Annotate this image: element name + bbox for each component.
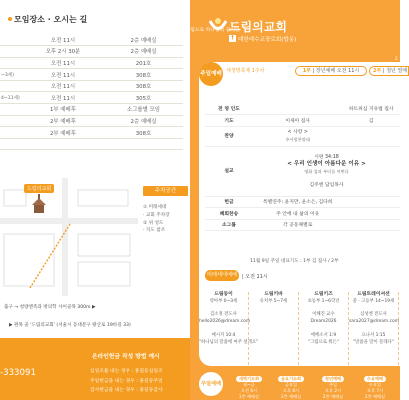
schedule-time: [22, 138, 104, 150]
bottom-schedule-line: 월~금: [243, 382, 255, 387]
schedule-place: 2층 예배실: [104, 46, 183, 58]
schedule-table: [0, 34, 183, 150]
parking-note: ② 위 성도: [143, 220, 164, 226]
department-title: 드림동이: [214, 292, 233, 297]
schedule-row: [0, 46, 183, 58]
parking-notes: [143, 204, 189, 235]
bottom-schedule-line: 금요일: [284, 382, 298, 387]
order-label: 기도: [205, 115, 253, 127]
schedule-row: [0, 138, 183, 150]
order-content: [253, 196, 342, 208]
schedule-time: 2부 예배후: [22, 115, 104, 127]
bottom-schedule-head: 새벽기도회: [236, 376, 262, 382]
department-title: 드림트레이셔션: [357, 292, 390, 297]
schedule-who: [0, 34, 22, 46]
order-second-service: [342, 126, 400, 146]
schedule-who: [0, 127, 22, 139]
parking-note: · 지도 참조: [143, 228, 166, 234]
schedule-time: 오후 2시 30분: [22, 46, 104, 58]
order-label: 전 영 인도: [205, 103, 253, 115]
bullet-icon: [8, 17, 12, 21]
bottom-schedule-head: 청년예배: [322, 376, 344, 382]
schedule-who: 4~11세): [0, 92, 22, 104]
order-main: < 사랑 >: [287, 130, 308, 135]
order-sub: 주사랑찬양대: [285, 137, 310, 142]
order-label: 소그룹: [205, 219, 253, 231]
order-content: [253, 126, 342, 146]
service-tag-2: 2부 | 청년 열매: [369, 66, 409, 76]
order-main: 이새아 집사: [285, 118, 311, 124]
schedule-place: 308호: [104, 80, 183, 92]
bottom-schedule-line: 2층 예배실: [322, 394, 344, 399]
schedule-row: [0, 127, 183, 139]
department-line: [199, 326, 248, 333]
denomination: 대한예수교장로회(합동): [238, 37, 297, 43]
order-row: [205, 103, 400, 115]
department-line: "하나님의 말씀에 마주 설게요": [199, 339, 259, 345]
order-content: [253, 146, 400, 196]
department-line: "말씀을 말이 쓸래다": [353, 339, 394, 345]
department-line: 중 · 고등부 14~19세: [352, 298, 395, 304]
order-label: 폐회찬송: [205, 208, 253, 220]
schedule-place: 305호: [104, 92, 183, 104]
left-page: [0, 0, 190, 400]
bottom-schedule-col: [232, 376, 266, 400]
schedule-time: 오전 11시: [22, 69, 104, 81]
church-name: 드림의교회: [229, 20, 287, 34]
location-map: [0, 178, 138, 296]
department-line: 에베소서 1:9: [310, 332, 337, 338]
cross-icon: †: [229, 35, 236, 42]
bottom-schedule-line: 오후 7시: [366, 388, 384, 393]
schedule-time: 오전 11시: [22, 80, 104, 92]
parking-note: ① 미래세대: [143, 205, 167, 210]
department-cell: [299, 292, 349, 365]
schedule-time: 오전 11시: [22, 57, 104, 69]
schedule-time: 1부 예배후: [22, 104, 104, 116]
sunday-worship-badge: 주일예배: [199, 62, 223, 86]
schedule-who: [0, 80, 22, 92]
order-main: 각 공동체별로: [283, 223, 313, 229]
service-tag-1: 1부 | 장년예배 오전 11시: [295, 66, 367, 76]
card-subtitle: 세생명축제 1주차: [226, 68, 265, 74]
schedule-row: [0, 115, 183, 127]
order-content: [253, 115, 342, 127]
order-content: [253, 103, 342, 115]
department-line: sara2027@dream.com: [349, 319, 399, 325]
bottom-schedule-line: 오전 6시: [240, 388, 258, 393]
department-grid: [199, 292, 400, 365]
sermon-line: 영화 섬과 부터를 어떤다: [304, 168, 349, 174]
order-content: [253, 219, 342, 231]
schedule-row: [0, 69, 183, 81]
bottom-schedule-col: [358, 376, 392, 400]
directions-line-2: ▶ 원목 골 '드림의교회' (서울시 동대문구 왕산로 19바길 33): [9, 323, 131, 328]
schedule-place: 소그룹별 모임: [104, 104, 183, 116]
department-cell: [199, 292, 259, 365]
schedule-row: [0, 104, 183, 116]
parking-note: · 교회 주차장: [143, 212, 170, 218]
order-row: [205, 208, 400, 220]
schedule-place: 308호: [104, 127, 183, 139]
department-line: 심성엔 전도사: [360, 312, 387, 318]
schedule-time: 오전 11시: [22, 92, 104, 104]
schedule-time: 2부 예배후: [22, 127, 104, 139]
schedule-who: [0, 115, 22, 127]
department-title: 드림키바: [264, 292, 283, 297]
online-offering-row: 감사헌금을 내는 경우 : 홍길동감사: [90, 388, 163, 393]
bottom-schedule-col: [316, 376, 350, 400]
department-line: [249, 326, 298, 333]
worship-order-table: [205, 103, 400, 231]
schedule-place: 201호: [104, 57, 183, 69]
order-second-service: 하트위십 지유법 집사: [342, 103, 400, 115]
order-row: [205, 146, 400, 196]
department-line: 초등부 1~6학년: [307, 298, 340, 304]
schedule-place: 2층 예배실: [104, 115, 183, 127]
online-offering-title: 온라인헌금 작성 방법 예시: [92, 354, 160, 360]
schedule-who: ~3세): [0, 69, 22, 81]
department-line: [249, 306, 298, 313]
schedule-row: [0, 34, 183, 46]
side-text: 2: [395, 56, 398, 61]
schedule-place: 308호: [104, 69, 183, 81]
order-second-service: [342, 208, 400, 220]
department-line: 요나서 1:15: [361, 332, 386, 338]
schedule-place: 2층 예배실: [104, 34, 183, 46]
sermon-line: [253, 175, 400, 182]
schedule-who: [0, 138, 22, 150]
schedule-row: [0, 80, 183, 92]
directions-line-1: 출구 → 청량엔족과 방의학 사이골목 300m ▶: [4, 305, 96, 310]
online-offering-rows: [90, 367, 163, 396]
department-line: [249, 333, 298, 340]
department-line: 영아부 0~3세: [209, 298, 238, 304]
schedule-row: [0, 92, 183, 104]
department-line: [249, 312, 298, 319]
sermon-line: 시편 34:18: [314, 154, 339, 160]
order-content: [253, 208, 342, 220]
order-second-service: 김: [342, 115, 400, 127]
department-line: 메시지 10:4: [211, 332, 236, 338]
bottom-schedule-head: 수요예배: [364, 376, 386, 382]
department-line: Dream2026: [310, 319, 337, 325]
bottom-badge: 주일예배: [199, 372, 223, 396]
department-line: [249, 340, 298, 347]
department-line: 김소정 전도사: [210, 312, 237, 318]
department-line: 이해진 교수: [312, 312, 335, 318]
order-label: 설교: [205, 146, 253, 196]
order-row: [205, 115, 400, 127]
prayer-notice: 11월 9일 주일 대표기도 : 1부 김 집사 / 2부: [250, 259, 339, 264]
order-row: [205, 219, 400, 231]
schedule-place: [104, 138, 183, 150]
parking-title: 주차공간: [143, 186, 188, 196]
order-label: 헌금: [205, 196, 253, 208]
department-line: hello2026@dream.com: [199, 319, 251, 325]
order-row: [205, 196, 400, 208]
next-gen-worship-time: | 오전 11시: [242, 274, 268, 280]
online-offering-row: 주일헌금을 내는 경우 : 홍길동주일: [90, 378, 163, 384]
department-line: [299, 326, 348, 333]
bottom-schedule-line: 오후 8시: [282, 388, 300, 393]
order-second-service: [342, 219, 400, 231]
bottom-schedule-line: 주일: [328, 382, 338, 387]
order-row: [205, 126, 400, 146]
bottom-schedule-line: 2층 예배실: [364, 394, 386, 399]
department-line: [249, 319, 298, 326]
department-cell: [249, 292, 299, 365]
schedule-row: [0, 57, 183, 69]
order-second-service: [342, 196, 400, 208]
online-offering-row: 십일조를 내는 경우 : 홍길동십일조: [90, 369, 163, 374]
section-title: 모임장소 · 오시는 길: [8, 14, 87, 25]
bottom-schedule-line: 2층 예배실: [280, 394, 302, 399]
order-main: 주 안에 내 삶의 이유: [276, 211, 320, 217]
map-church-label: 드림의교회: [24, 184, 54, 193]
sermon-line: < 우리 인생이 아름다운 이유 >: [287, 160, 366, 167]
bottom-schedule-line: 1층 예배실: [238, 394, 260, 399]
next-gen-worship-label: 미래세대예배: [205, 270, 239, 281]
bottom-schedule-col: [274, 376, 308, 400]
motto: "하신을 드림으로 하나님의 꿈이던: [168, 28, 240, 33]
department-cell: [349, 292, 399, 365]
phone-number: -333091: [0, 368, 36, 378]
department-line: [349, 326, 398, 333]
order-label: 찬양: [205, 126, 253, 146]
department-line: 유치부 5~7세: [259, 298, 288, 304]
sermon-line: 김주엔 담임목사: [309, 182, 344, 188]
department-title: 드림키즈: [314, 292, 333, 297]
schedule-who: [0, 46, 22, 58]
schedule-time: 오전 11시: [22, 34, 104, 46]
schedule-who: [0, 57, 22, 69]
bottom-schedule-line: 오후 2시: [324, 388, 342, 393]
order-main: 특별연주: 윤지만, 윤소은, 김다희: [262, 200, 333, 206]
schedule-who: [0, 104, 22, 116]
department-line: "그럼으로 뭐든": [308, 339, 339, 345]
bottom-schedule-head: 금요기도회: [278, 376, 304, 382]
bottom-schedule-line: 수요일: [368, 382, 382, 387]
